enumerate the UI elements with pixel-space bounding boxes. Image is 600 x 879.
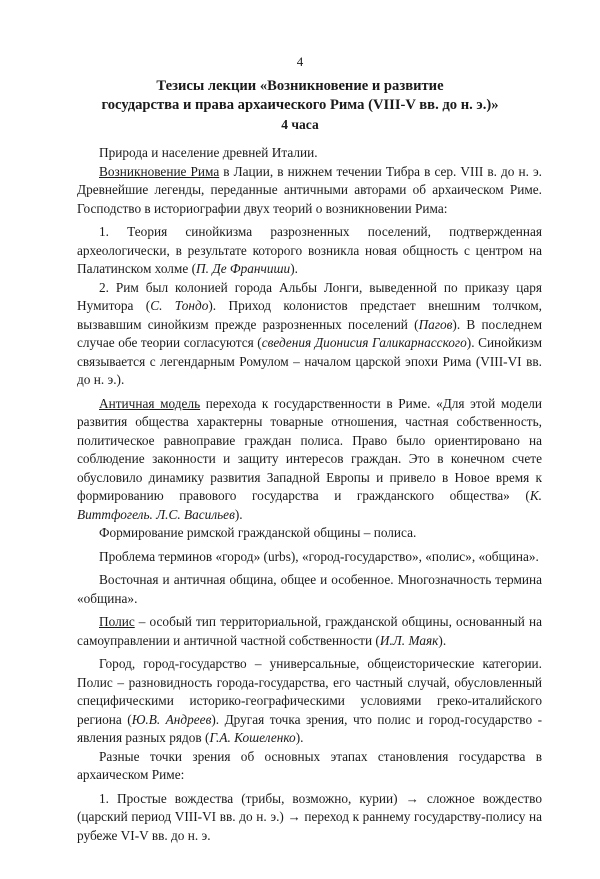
theory-1-end: ). — [290, 261, 298, 276]
paragraph-viewpoints: Разные точки зрения об основных этапах становления государства в архаическом Риме: — [77, 748, 542, 782]
paragraph-theory-1 — [77, 223, 542, 279]
citation-dionysius: сведения Дионисия Галикарнасского — [261, 335, 467, 350]
citation-wittfogel-vasiliev: К. Виттфогель. Л.С. Васильев — [77, 488, 542, 522]
paragraph-nature: Природа и население древней Италии. — [99, 145, 318, 160]
paragraph-theory-2 — [77, 279, 542, 390]
lecture-title — [60, 77, 540, 134]
citation-mayak: И.Л. Маяк — [379, 632, 439, 648]
paragraph-origin-rome-text: в Лации, в нижнем течении Тибра в сер. VIII в. до н. э. Древнейшие легенды, переданные античными авторами об архаическом Риме. Господство в историографии двух теорий о возникновении Рима: — [77, 163, 542, 216]
title-hours: 4 часа — [281, 117, 319, 132]
paragraph-antique-model — [77, 395, 542, 525]
city-state-text-2: ). Другая точка зрения, что полис и город-государство - явления разных рядов ( — [77, 711, 542, 745]
page-number: 4 — [296, 54, 304, 69]
paragraph-origin-rome — [77, 163, 542, 219]
body-text — [77, 144, 542, 845]
theory-1-text: 1. Теория синойкизма разрозненных поселений, подтвержденная археологически, в результате которого возникла новая общность с центром на Палатинском холме ( — [77, 224, 542, 276]
theory-2-text-3: ). В последнем случае обе теории согласуются ( — [77, 316, 543, 350]
paragraph-polis — [77, 613, 542, 650]
citation-tondo: С. Тондо — [150, 298, 209, 313]
paragraph-stages: 1. Простые вождества (трибы, возможно, курии) → сложное вождество (царский период VIII-VI вв. до н. э.) → переход к раннему государству-полису на рубеже VI-V вв. до н. э. — [77, 790, 542, 843]
citation-pagov: Пагов — [418, 316, 453, 332]
city-state-end: ). — [295, 730, 304, 745]
paragraph-terms: Проблема терминов «город» (urbs), «город-государство», «полис», «община». — [99, 548, 539, 564]
citation-koshelenko: Г.А. Кошеленко — [209, 730, 296, 745]
polis-end: ). — [438, 632, 447, 648]
citation-de-francisci: П. Де Франчиши — [196, 261, 291, 276]
theory-2-text-4: ). Синойкизм связывается с легендарным Ромулом – началом царской эпохи Рима (VIII-VI вв. до н. э.). — [77, 335, 542, 387]
theory-2-text-2: ). Приход колонистов предстает внешним толчком, вызвавшим синойкизм прежде разрозненных поселений ( — [77, 298, 542, 332]
term-polis: Полис — [99, 614, 135, 629]
polis-text: – особый тип территориальной, гражданской общины, основанный на самоуправлении и античной частной собственности ( — [77, 614, 542, 648]
term-origin-rome: Возникновение Рима — [99, 163, 220, 179]
antique-model-end: ). — [234, 506, 243, 522]
paragraph-city-state — [77, 655, 542, 748]
paragraph-community: Восточная и античная община, общее и особенное. Многозначность термина «община». — [77, 572, 542, 606]
paragraph-formation: Формирование римской гражданской общины – полиса. — [99, 525, 417, 540]
citation-andreev: Ю.В. Андреев — [131, 711, 212, 727]
theory-2-text-1: 2. Рим был колонией города Альбы Лонги, выведенной по приказу царя Нумитора ( — [77, 279, 542, 313]
term-antique-model: Античная модель — [99, 395, 201, 411]
city-state-text-1: Город, город-государство – универсальные, общеисторические категории. Полис – разновидность города-государства, его частный случай, обусловленный специфическими историко-географическими условиями греко-италийского региона ( — [77, 656, 542, 727]
antique-model-text: перехода к государственности в Риме. «Для этой модели развития общества характерны товарные отношения, частная собственность, политическое равноправие граждан полиса. Право было ориентировано на соблюдение законности и защиту интересов граждан. Это в конечном счете обусловило динамику развития Западной Европы и привело в Новое время к формированию правового государства и гражданского общества» ( — [77, 395, 542, 503]
title-line-1: Тезисы лекции «Возникновение и развитие — [156, 78, 444, 94]
title-line-2: государства и права архаического Рима (VIII-V вв. до н. э.)» — [101, 97, 499, 113]
